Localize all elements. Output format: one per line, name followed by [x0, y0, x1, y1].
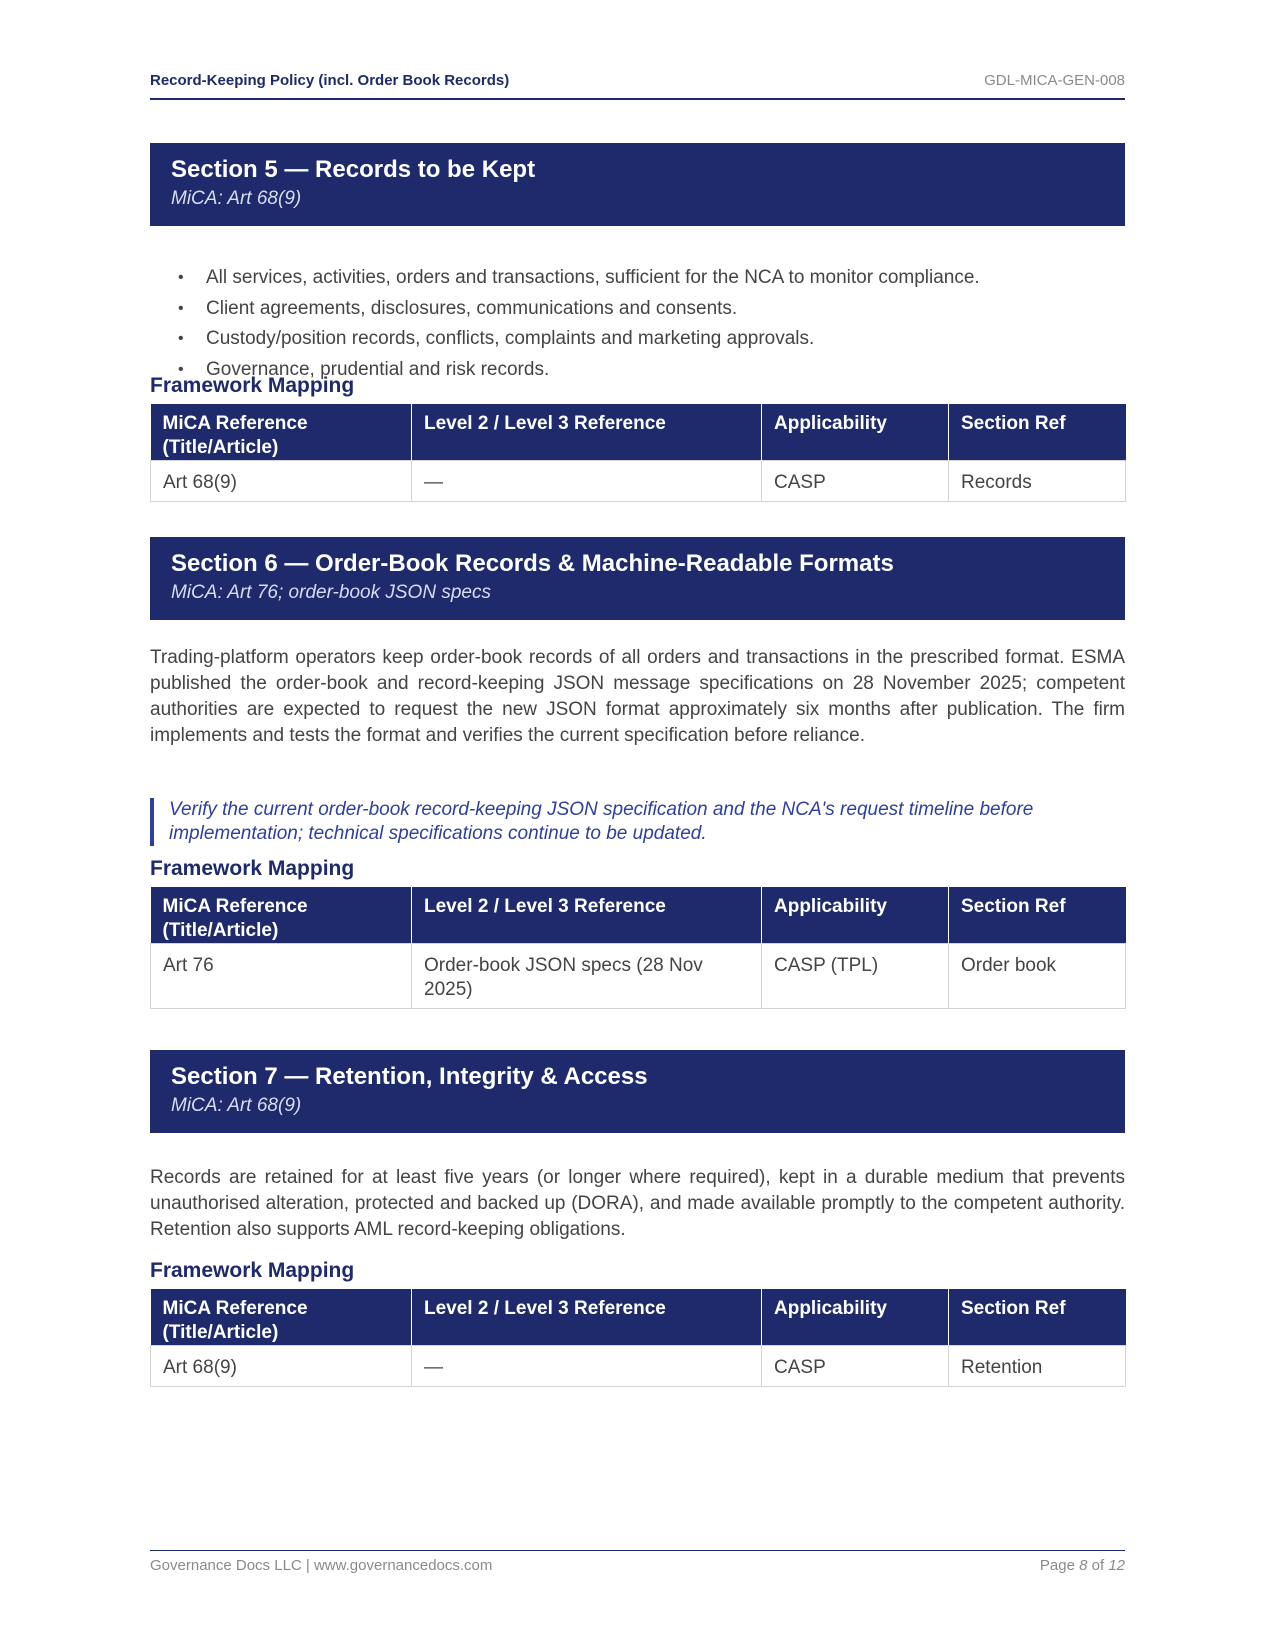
section-6-reference: MiCA: Art 76; order-book JSON specs	[171, 582, 491, 603]
table-cell: Art 68(9)	[151, 461, 412, 502]
document-code: GDL-MICA-GEN-008	[984, 72, 1125, 89]
page-number: Page 8 of 12	[1039, 1557, 1125, 1574]
column-header: MiCA Reference (Title/Article)	[151, 404, 412, 461]
column-header: MiCA Reference (Title/Article)	[151, 1289, 412, 1346]
section-7-title: Section 7 — Retention, Integrity & Access	[171, 1063, 648, 1090]
page-total: 12	[1108, 1557, 1125, 1574]
list-item: • All services, activities, orders and transactions, sufficient for the NCA to monitor compliance.	[150, 263, 1125, 294]
table-cell: CASP	[762, 1346, 949, 1387]
list-item: • Client agreements, disclosures, communications and consents.	[150, 294, 1125, 325]
column-header: Section Ref	[949, 1289, 1126, 1346]
table-cell: CASP	[762, 461, 949, 502]
document-title: Record-Keeping Policy (incl. Order Book Records)	[150, 72, 510, 89]
list-item: • Custody/position records, conflicts, complaints and marketing approvals.	[150, 324, 1125, 355]
column-header: MiCA Reference (Title/Article)	[151, 887, 412, 944]
bullet-icon: •	[178, 360, 184, 378]
table-row	[151, 461, 1126, 502]
footer-company: Governance Docs LLC | www.governancedocs.com	[150, 1557, 493, 1574]
running-header	[150, 72, 1125, 100]
table-cell: —	[412, 1346, 762, 1387]
column-header: Section Ref	[949, 887, 1126, 944]
section-5-bullet-list	[150, 263, 1125, 385]
table-row	[151, 1346, 1126, 1387]
column-header: Applicability	[762, 887, 949, 944]
section-7-paragraph: Records are retained for at least five years (or longer where required), kept in a durable medium that prevents unauthorised alteration, protected and backed up (DORA), and made available promptly to the competent authority. Retention also supports AML record-keeping obligations.	[150, 1167, 1125, 1240]
column-header: Level 2 / Level 3 Reference	[412, 1289, 762, 1346]
table-cell: Order book	[949, 944, 1126, 1009]
section-6-paragraph: Trading-platform operators keep order-book records of all orders and transactions in the prescribed format. ESMA published the order-book and record-keeping JSON message specifications on 28 November 2025; competent authorities are expected to request the new JSON format approximately six months after publication. The firm implements and tests the format and verifies the current specification before reliance.	[150, 647, 1125, 746]
section-6-banner	[150, 537, 1125, 620]
section-6-title: Section 6 — Order-Book Records & Machine-Readable Formats	[171, 550, 894, 577]
column-header: Applicability	[762, 404, 949, 461]
running-footer	[150, 1550, 1125, 1574]
column-header: Level 2 / Level 3 Reference	[412, 887, 762, 944]
section-5-title: Section 5 — Records to be Kept	[171, 156, 536, 183]
table-cell: Retention	[949, 1346, 1126, 1387]
section-5-banner	[150, 143, 1125, 226]
section-6-mapping-table	[150, 887, 1126, 1009]
bullet-icon: •	[178, 330, 184, 347]
table-cell: Records	[949, 461, 1126, 502]
table-header-row	[151, 887, 1126, 944]
table-header-row	[151, 1289, 1126, 1346]
table-row	[151, 944, 1126, 1009]
table-header-row	[151, 404, 1126, 461]
table-cell: Art 76	[151, 944, 412, 1009]
table-cell: Art 68(9)	[151, 1346, 412, 1387]
column-header: Applicability	[762, 1289, 949, 1346]
section-5-reference: MiCA: Art 68(9)	[171, 188, 302, 209]
section-5-mapping-table	[150, 404, 1126, 502]
section-6-callout-note: Verify the current order-book record-keeping JSON specification and the NCA's request timeline before implementation; technical specifications continue to be updated.	[150, 798, 1125, 846]
section-5-mapping-heading: Framework Mapping	[150, 374, 355, 397]
column-header: Section Ref	[949, 404, 1126, 461]
page-current: 8	[1079, 1557, 1088, 1574]
bullet-icon: •	[178, 269, 184, 286]
list-item: • Governance, prudential and risk records.	[150, 355, 1125, 386]
table-cell: Order-book JSON specs (28 Nov 2025)	[412, 944, 762, 1009]
section-7-mapping-heading: Framework Mapping	[150, 1259, 355, 1282]
bullet-icon: •	[178, 299, 184, 317]
table-cell: —	[412, 461, 762, 502]
section-7-mapping-table	[150, 1289, 1126, 1387]
table-cell: CASP (TPL)	[762, 944, 949, 1009]
section-7-reference: MiCA: Art 68(9)	[171, 1095, 302, 1116]
section-7-banner	[150, 1050, 1125, 1133]
section-6-mapping-heading: Framework Mapping	[150, 857, 355, 880]
column-header: Level 2 / Level 3 Reference	[412, 404, 762, 461]
